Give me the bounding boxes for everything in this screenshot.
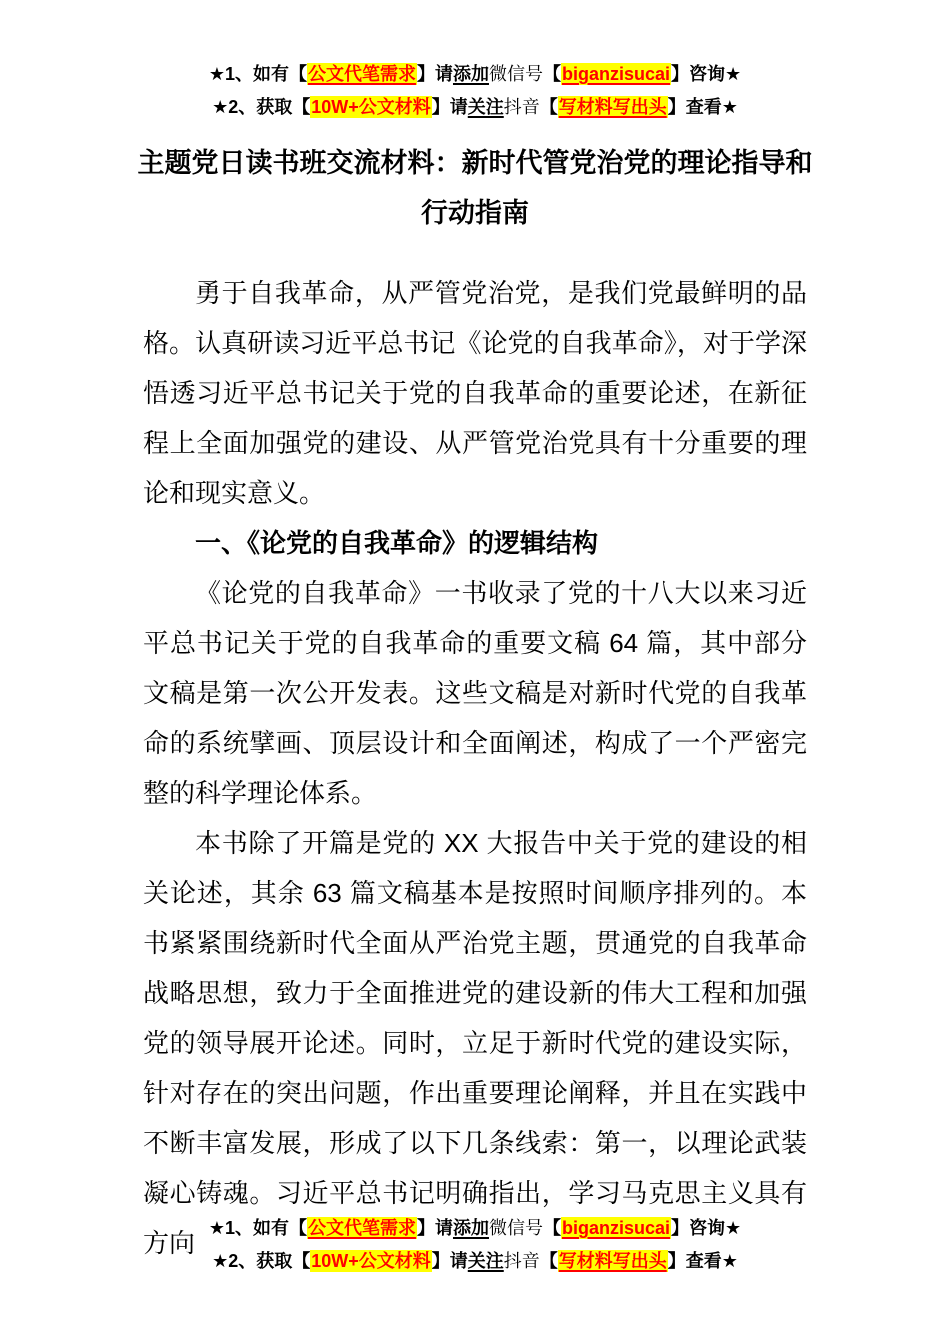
promo-underline-text: 添加 <box>452 1218 489 1238</box>
promo-text: 】请 <box>431 1251 468 1271</box>
promo-text: ★1、如有【 <box>208 64 307 84</box>
footer-promo-line-1 <box>0 1212 950 1245</box>
promo-text: 】请 <box>431 97 468 117</box>
promo-text: 【 <box>542 64 561 84</box>
promo-text: 微信号 <box>488 1218 543 1238</box>
promo-highlight-service: 公文代笔需求 <box>307 1218 416 1238</box>
document-title-line-1: 主题党日读书班交流材料：新时代管党治党的理论指导和 <box>137 148 813 178</box>
promo-text: 】咨询★ <box>671 1218 742 1238</box>
promo-text: 】请 <box>416 1218 453 1238</box>
promo-wechat-id: biganzisucai <box>561 64 671 84</box>
promo-douyin-name: 写材料写出头 <box>558 1251 667 1271</box>
promo-highlight-materials: 10W+公文材料 <box>311 1251 431 1271</box>
promo-text: 微信号 <box>488 64 543 84</box>
promo-text: 抖音 <box>503 97 540 117</box>
promo-underline-text: 添加 <box>452 64 489 84</box>
promo-douyin-name: 写材料写出头 <box>558 97 667 117</box>
promo-underline-text: 关注 <box>467 1251 504 1271</box>
promo-text: ★1、如有【 <box>208 1218 307 1238</box>
promo-text: 】请 <box>416 64 453 84</box>
promo-text: 】查看★ <box>667 1251 738 1271</box>
promo-wechat-id: biganzisucai <box>561 1218 671 1238</box>
promo-underline-text: 关注 <box>467 97 504 117</box>
promo-text: 抖音 <box>503 1251 540 1271</box>
header-promo-line-1 <box>0 58 950 91</box>
promo-text: 【 <box>539 97 558 117</box>
paragraph-3: 本书除了开篇是党的 XX 大报告中关于党的建设的相关论述，其余 63 篇文稿基本是按照时间顺序排列的。本书紧紧围绕新时代全面从严治党主题，贯通党的自我革命战略思想，致力于全面推进党的建设新的伟大工程和加强党的领导展开论述。同时，立足于新时代党的建设实际，针对存在的突出问题，作出重要理论阐释，并且在实践中不断丰富发展，形成了以下几条线索：第一，以理论武装凝心铸魂。习近平总书记明确指出，学习马克思主义具有方向 <box>143 828 807 1258</box>
promo-text: ★2、获取【 <box>212 97 311 117</box>
promo-text: 】咨询★ <box>671 64 742 84</box>
promo-text: ★2、获取【 <box>212 1251 311 1271</box>
document-title <box>115 138 835 238</box>
document-body <box>143 268 807 1268</box>
section-heading-1: 一、《论党的自我革命》的逻辑结构 <box>195 528 599 558</box>
footer-promo-line-2 <box>0 1245 950 1278</box>
paragraph-2: 《论党的自我革命》一书收录了党的十八大以来习近平总书记关于党的自我革命的重要文稿 64 篇，其中部分文稿是第一次公开发表。这些文稿是对新时代党的自我革命的系统擘画、顶层设计和全面阐述，构成了一个严密完整的科学理论体系。 <box>143 578 807 808</box>
footer-promo <box>0 1212 950 1278</box>
promo-highlight-materials: 10W+公文材料 <box>311 97 431 117</box>
promo-highlight-service: 公文代笔需求 <box>307 64 416 84</box>
promo-text: 】查看★ <box>667 97 738 117</box>
header-promo-line-2 <box>0 91 950 124</box>
paragraph-1: 勇于自我革命，从严管党治党，是我们党最鲜明的品格。认真研读习近平总书记《论党的自我革命》，对于学深悟透习近平总书记关于党的自我革命的重要论述，在新征程上全面加强党的建设、从严管党治党具有十分重要的理论和现实意义。 <box>143 278 807 508</box>
document-title-line-2: 行动指南 <box>421 198 529 228</box>
promo-text: 【 <box>539 1251 558 1271</box>
header-promo <box>0 0 950 124</box>
promo-text: 【 <box>542 1218 561 1238</box>
